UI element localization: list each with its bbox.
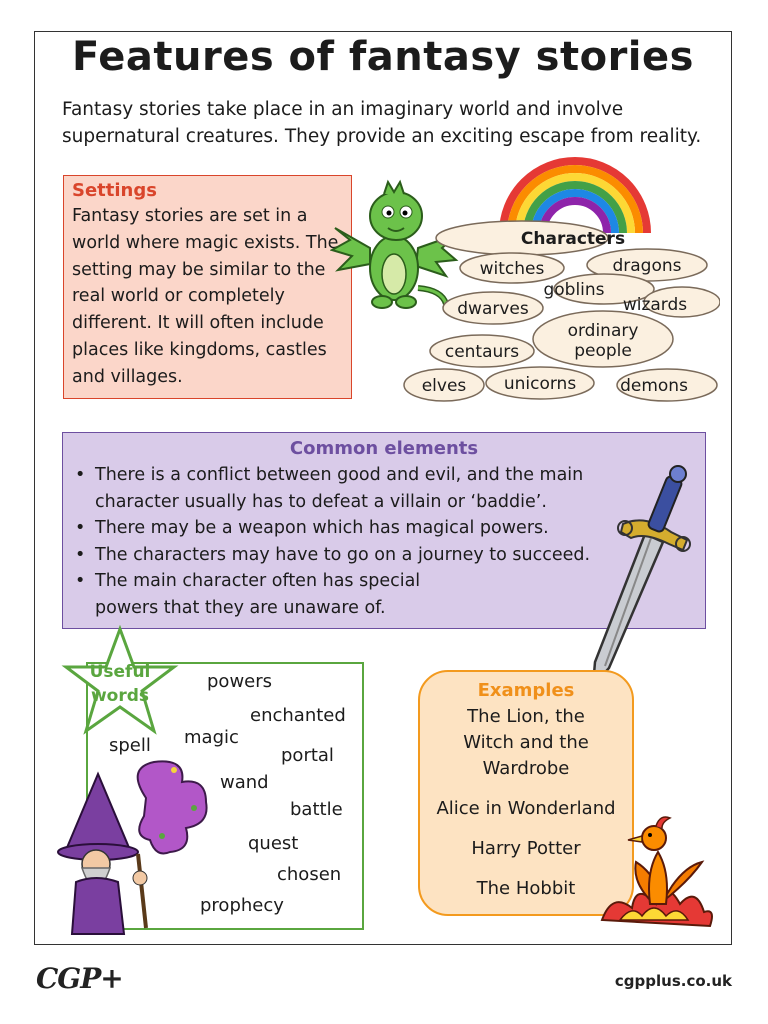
- phoenix-icon: [592, 812, 722, 932]
- example-item: The Lion, the Witch and the Wardrobe: [463, 706, 589, 779]
- characters-heading: Characters: [520, 229, 626, 249]
- character-goblins: goblins: [543, 280, 605, 300]
- footer-url: cgpplus.co.uk: [614, 972, 732, 990]
- character-ordinary-people: ordinary people: [567, 321, 639, 361]
- useful-words-heading: Useful words: [89, 662, 151, 706]
- character-demons: demons: [620, 376, 688, 396]
- list-item: • The characters may have to go on a journey to succeed.: [75, 544, 591, 565]
- character-wizards: wizards: [622, 295, 688, 315]
- word-battle: battle: [290, 799, 343, 820]
- character-dwarves: dwarves: [457, 299, 529, 319]
- page-title: Features of fantasy stories: [72, 34, 694, 80]
- character-unicorns: unicorns: [503, 374, 577, 394]
- example-item: Alice in Wonderland: [436, 798, 616, 819]
- word-portal: portal: [281, 745, 334, 766]
- list-item: • There is a conflict between good and evil, and the main character usually has to defeat a villain or ‘baddie’.: [75, 465, 584, 512]
- settings-heading: Settings: [72, 180, 157, 201]
- word-magic: magic: [184, 727, 239, 748]
- sword-icon: [575, 462, 705, 692]
- example-item: Harry Potter: [471, 838, 581, 859]
- example-item: The Hobbit: [476, 878, 576, 899]
- word-wand: wand: [220, 772, 269, 793]
- word-powers: powers: [207, 671, 273, 692]
- character-witches: witches: [479, 259, 545, 279]
- characters-cloud: [400, 218, 720, 413]
- character-elves: elves: [421, 376, 467, 396]
- cgp-logo: CGP+: [36, 962, 123, 995]
- character-dragons: dragons: [612, 256, 682, 276]
- intro-text: Fantasy stories take place in an imaginary world and involve supernatural creatures. They provide an exciting escape from reality.: [62, 99, 702, 147]
- word-prophecy: prophecy: [200, 895, 284, 916]
- word-chosen: chosen: [277, 864, 342, 885]
- wizard-icon: [46, 758, 216, 938]
- list-item: • The main character often has special powers that they are unaware of.: [75, 571, 421, 618]
- settings-text: Fantasy stories are set in a world where magic exists. The setting may be similar to the real world or completely different. It will often include places like kingdoms, castles and villages.: [72, 206, 339, 387]
- word-quest: quest: [248, 833, 299, 854]
- settings-box: [63, 175, 352, 399]
- word-enchanted: enchanted: [250, 705, 346, 726]
- common-elements-heading: Common elements: [289, 438, 479, 459]
- examples-heading: Examples: [477, 680, 575, 701]
- list-item: • There may be a weapon which has magical powers.: [75, 518, 549, 538]
- character-centaurs: centaurs: [444, 342, 520, 362]
- word-spell: spell: [109, 735, 151, 756]
